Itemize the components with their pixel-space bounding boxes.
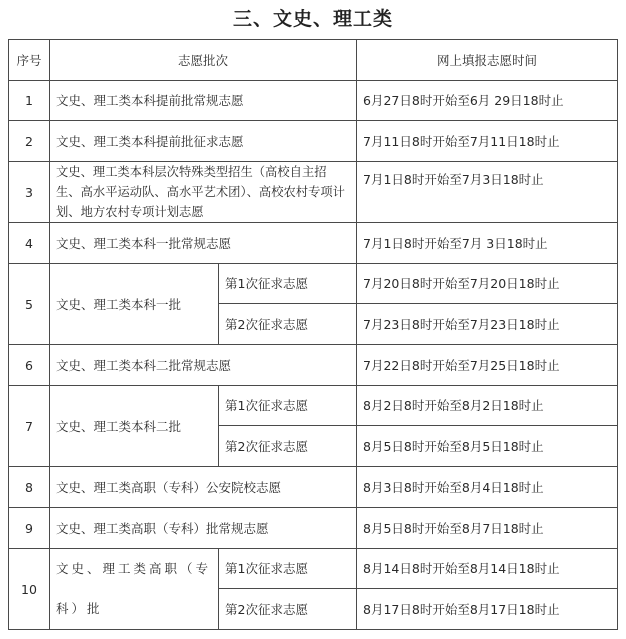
row-seq: 9 <box>9 508 50 549</box>
table-row <box>9 121 618 162</box>
row-seq: 4 <box>9 223 50 264</box>
row-time: 8月14日8时开始至8月14日18时止 <box>357 549 618 589</box>
row-seq: 7 <box>9 386 50 467</box>
table-row <box>9 81 618 121</box>
row-seq: 6 <box>9 345 50 386</box>
row-time: 7月1日8时开始至7月3日18时止 <box>357 162 618 223</box>
sub-batch: 第2次征求志愿 <box>219 304 357 345</box>
section-title: 三、文史、理工类 <box>232 8 393 30</box>
table-row <box>9 549 618 589</box>
row-time: 7月20日8时开始至7月20日18时止 <box>357 264 618 304</box>
row-time: 7月11日8时开始至7月11日18时止 <box>357 121 618 162</box>
row-batch: 文史、理工类本科一批 <box>50 264 219 345</box>
table-row <box>9 345 618 386</box>
row-seq: 2 <box>9 121 50 162</box>
row-seq: 5 <box>9 264 50 345</box>
table-row <box>9 386 618 426</box>
sub-batch: 第2次征求志愿 <box>219 426 357 467</box>
sub-batch: 第1次征求志愿 <box>219 386 357 426</box>
row-seq: 8 <box>9 467 50 508</box>
sub-batch: 第1次征求志愿 <box>219 264 357 304</box>
row-batch: 文史、理工类本科一批常规志愿 <box>50 223 357 264</box>
row-time: 7月22日8时开始至7月25日18时止 <box>357 345 618 386</box>
row-seq: 1 <box>9 81 50 121</box>
row-time: 7月1日8时开始至7月 3日18时止 <box>357 223 618 264</box>
row-batch: 文史、理工类高职（专科）批常规志愿 <box>50 508 357 549</box>
row-batch: 文史、理工类本科二批 <box>50 386 219 467</box>
row-batch: 文史、理工类本科二批常规志愿 <box>50 345 357 386</box>
schedule-table <box>8 39 618 630</box>
sub-batch: 第2次征求志愿 <box>219 589 357 630</box>
table-row <box>9 508 618 549</box>
table-header-row <box>9 40 618 81</box>
row-batch: 文史、理工类高职（专科）公安院校志愿 <box>50 467 357 508</box>
row-seq: 3 <box>9 162 50 223</box>
row-time: 8月2日8时开始至8月2日18时止 <box>357 386 618 426</box>
row-time: 8月17日8时开始至8月17日18时止 <box>357 589 618 630</box>
row-time: 6月27日8时开始至6月 29日18时止 <box>357 81 618 121</box>
row-time: 7月23日8时开始至7月23日18时止 <box>357 304 618 345</box>
row-time: 8月5日8时开始至8月5日18时止 <box>357 426 618 467</box>
header-batch: 志愿批次 <box>50 40 357 81</box>
sub-batch: 第1次征求志愿 <box>219 549 357 589</box>
table-row <box>9 223 618 264</box>
header-seq: 序号 <box>9 40 50 81</box>
row-batch: 文史、理工类高职（专科）批 <box>50 549 219 630</box>
row-seq: 10 <box>9 549 50 630</box>
row-time: 8月3日8时开始至8月4日18时止 <box>357 467 618 508</box>
row-batch: 文史、理工类本科层次特殊类型招生（高校自主招生、高水平运动队、高水平艺术团）、高校农村专项计划、地方农村专项计划志愿 <box>50 162 357 223</box>
table-row <box>9 264 618 304</box>
table-row <box>9 162 618 223</box>
row-batch: 文史、理工类本科提前批征求志愿 <box>50 121 357 162</box>
header-time: 网上填报志愿时间 <box>357 40 618 81</box>
row-batch: 文史、理工类本科提前批常规志愿 <box>50 81 357 121</box>
table-row <box>9 467 618 508</box>
row-time: 8月5日8时开始至8月7日18时止 <box>357 508 618 549</box>
